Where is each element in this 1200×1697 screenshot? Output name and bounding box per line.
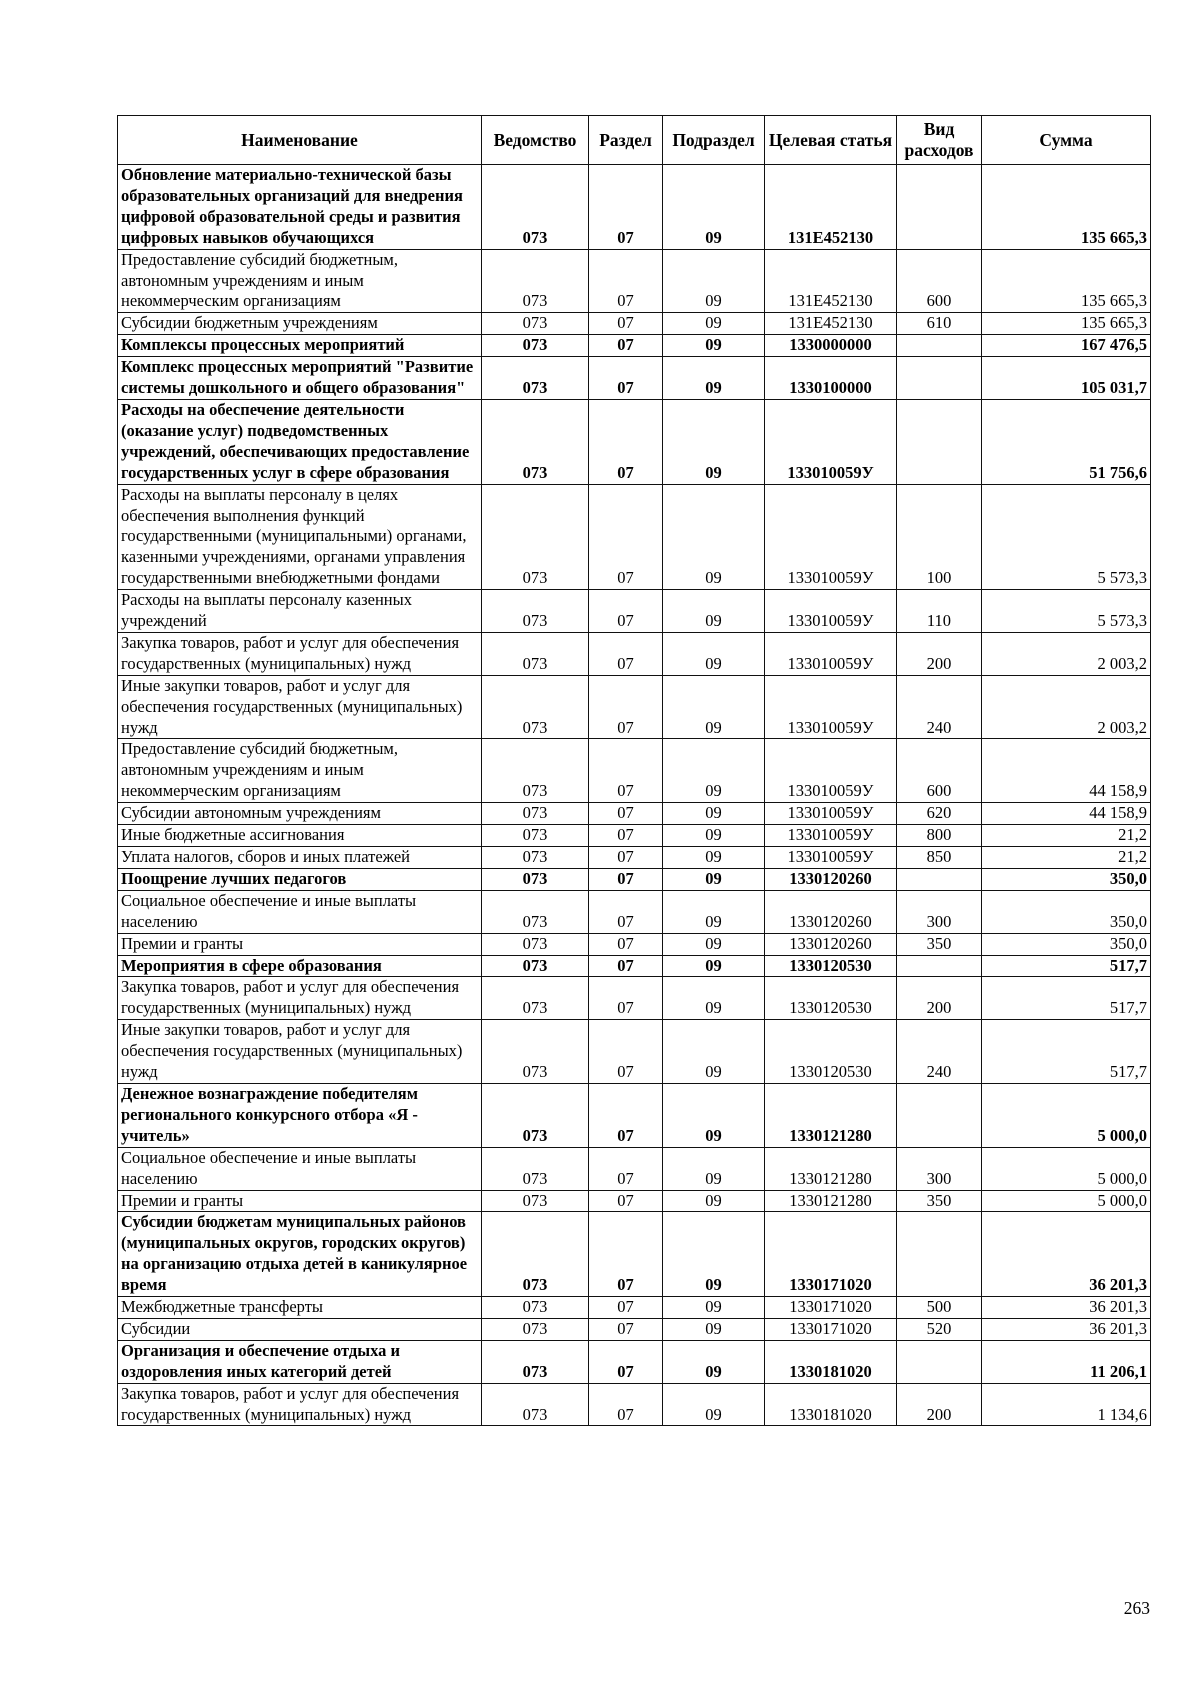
table-row [118,739,1151,803]
row-vedomstvo: 073 [482,1147,589,1190]
row-target-article: 1330171020 [765,1297,897,1319]
row-sum: 51 756,6 [982,399,1151,484]
row-razdel: 07 [589,1297,663,1319]
row-sum: 2 003,2 [982,632,1151,675]
row-razdel: 07 [589,335,663,357]
row-name: Предоставление субсидий бюджетным, автономным учреждениям и иным некоммерческим организациям [118,739,482,803]
row-name: Комплекс процессных мероприятий "Развитие системы дошкольного и общего образования" [118,357,482,400]
row-vedomstvo: 073 [482,739,589,803]
table-row [118,675,1151,739]
row-name: Мероприятия в сфере образования [118,955,482,977]
row-name: Предоставление субсидий бюджетным, автономным учреждениям и иным некоммерческим организациям [118,249,482,313]
row-expense-type: 240 [897,1020,982,1084]
row-sum: 36 201,3 [982,1212,1151,1297]
row-podrazdel: 09 [663,977,765,1020]
row-vedomstvo: 073 [482,1020,589,1084]
row-vedomstvo: 073 [482,825,589,847]
row-vedomstvo: 073 [482,590,589,633]
table-row [118,632,1151,675]
table-row [118,955,1151,977]
row-target-article: 133010059У [765,825,897,847]
row-vedomstvo: 073 [482,890,589,933]
table-row [118,1297,1151,1319]
table-row [118,890,1151,933]
row-vedomstvo: 073 [482,803,589,825]
row-sum: 5 573,3 [982,590,1151,633]
table-row [118,335,1151,357]
row-target-article: 1330000000 [765,335,897,357]
row-razdel: 07 [589,399,663,484]
row-sum: 1 134,6 [982,1383,1151,1426]
row-podrazdel: 09 [663,1147,765,1190]
row-expense-type: 100 [897,484,982,590]
row-sum: 135 665,3 [982,249,1151,313]
row-vedomstvo: 073 [482,399,589,484]
row-razdel: 07 [589,1190,663,1212]
row-target-article: 1330181020 [765,1340,897,1383]
row-vedomstvo: 073 [482,249,589,313]
row-razdel: 07 [589,803,663,825]
row-razdel: 07 [589,484,663,590]
row-expense-type: 600 [897,249,982,313]
row-name: Социальное обеспечение и иные выплаты населению [118,1147,482,1190]
row-vedomstvo: 073 [482,165,589,250]
header-sum: Сумма [982,116,1151,165]
table-row [118,825,1151,847]
row-podrazdel: 09 [663,675,765,739]
row-name: Расходы на выплаты персоналу в целях обеспечения выполнения функций государственными (муниципальными) органами, казенными учреждениями, органами управления государственными внебюджетными фондами [118,484,482,590]
row-podrazdel: 09 [663,484,765,590]
row-podrazdel: 09 [663,632,765,675]
row-vedomstvo: 073 [482,847,589,869]
table-row [118,933,1151,955]
row-sum: 135 665,3 [982,313,1151,335]
row-vedomstvo: 073 [482,1383,589,1426]
table-row [118,868,1151,890]
row-razdel: 07 [589,825,663,847]
row-expense-type: 620 [897,803,982,825]
row-razdel: 07 [589,165,663,250]
row-name: Иные бюджетные ассигнования [118,825,482,847]
row-expense-type: 850 [897,847,982,869]
row-expense-type [897,335,982,357]
row-sum: 36 201,3 [982,1318,1151,1340]
row-vedomstvo: 073 [482,955,589,977]
row-podrazdel: 09 [663,933,765,955]
row-target-article: 133010059У [765,675,897,739]
table-row [118,803,1151,825]
row-name: Расходы на обеспечение деятельности (оказание услуг) подведомственных учреждений, обеспечивающих предоставление государственных услуг в сфере образования [118,399,482,484]
row-sum: 350,0 [982,868,1151,890]
row-podrazdel: 09 [663,1318,765,1340]
row-sum: 44 158,9 [982,739,1151,803]
page-number: 263 [1123,1598,1150,1618]
row-podrazdel: 09 [663,1212,765,1297]
row-razdel: 07 [589,313,663,335]
row-target-article: 1330120260 [765,890,897,933]
row-name: Закупка товаров, работ и услуг для обеспечения государственных (муниципальных) нужд [118,1383,482,1426]
row-sum: 5 000,0 [982,1190,1151,1212]
row-name: Иные закупки товаров, работ и услуг для обеспечения государственных (муниципальных) нужд [118,675,482,739]
row-sum: 517,7 [982,955,1151,977]
row-expense-type: 300 [897,1147,982,1190]
row-razdel: 07 [589,890,663,933]
row-vedomstvo: 073 [482,1212,589,1297]
row-razdel: 07 [589,977,663,1020]
row-name: Субсидии бюджетам муниципальных районов (муниципальных округов, городских округов) на организацию отдыха детей в каникулярное время [118,1212,482,1297]
header-name: Наименование [118,116,482,165]
table-row [118,1190,1151,1212]
table-row [118,1083,1151,1147]
table-row [118,1340,1151,1383]
row-razdel: 07 [589,1083,663,1147]
row-razdel: 07 [589,739,663,803]
row-sum: 517,7 [982,977,1151,1020]
row-target-article: 1330121280 [765,1190,897,1212]
table-body [118,165,1151,1426]
row-vedomstvo: 073 [482,1083,589,1147]
row-expense-type: 240 [897,675,982,739]
row-podrazdel: 09 [663,165,765,250]
row-razdel: 07 [589,1212,663,1297]
row-podrazdel: 09 [663,1083,765,1147]
row-vedomstvo: 073 [482,484,589,590]
row-expense-type: 600 [897,739,982,803]
row-expense-type: 300 [897,890,982,933]
row-name: Обновление материально-технической базы образовательных организаций для внедрения цифровой образовательной среды и развития цифровых навыков обучающихся [118,165,482,250]
row-podrazdel: 09 [663,1190,765,1212]
row-vedomstvo: 073 [482,868,589,890]
row-name: Денежное вознаграждение победителям регионального конкурсного отбора «Я - учитель» [118,1083,482,1147]
row-razdel: 07 [589,1147,663,1190]
table-row [118,847,1151,869]
table-row [118,484,1151,590]
table-row [118,1318,1151,1340]
row-target-article: 133010059У [765,847,897,869]
row-podrazdel: 09 [663,335,765,357]
row-podrazdel: 09 [663,890,765,933]
row-sum: 5 573,3 [982,484,1151,590]
row-vedomstvo: 073 [482,977,589,1020]
row-expense-type: 110 [897,590,982,633]
row-razdel: 07 [589,357,663,400]
row-expense-type: 200 [897,1383,982,1426]
row-target-article: 133010059У [765,399,897,484]
row-vedomstvo: 073 [482,1318,589,1340]
row-target-article: 1330120260 [765,868,897,890]
row-podrazdel: 09 [663,955,765,977]
row-target-article: 133010059У [765,739,897,803]
row-sum: 135 665,3 [982,165,1151,250]
row-target-article: 1330120530 [765,977,897,1020]
row-target-article: 131E452130 [765,165,897,250]
row-name: Субсидии автономным учреждениям [118,803,482,825]
table-row [118,357,1151,400]
row-podrazdel: 09 [663,868,765,890]
row-podrazdel: 09 [663,1340,765,1383]
row-expense-type: 800 [897,825,982,847]
row-target-article: 1330120260 [765,933,897,955]
row-expense-type: 500 [897,1297,982,1319]
row-sum: 167 476,5 [982,335,1151,357]
row-vedomstvo: 073 [482,1297,589,1319]
table-header-row [118,116,1151,165]
row-name: Уплата налогов, сборов и иных платежей [118,847,482,869]
row-podrazdel: 09 [663,1383,765,1426]
row-target-article: 1330120530 [765,1020,897,1084]
row-expense-type [897,1340,982,1383]
table-row [118,590,1151,633]
row-target-article: 1330120530 [765,955,897,977]
row-sum: 5 000,0 [982,1083,1151,1147]
header-podrazdel: Подраздел [663,116,765,165]
row-podrazdel: 09 [663,847,765,869]
table-row [118,399,1151,484]
row-expense-type: 350 [897,933,982,955]
row-razdel: 07 [589,1020,663,1084]
row-vedomstvo: 073 [482,313,589,335]
row-razdel: 07 [589,1318,663,1340]
row-razdel: 07 [589,955,663,977]
row-vedomstvo: 073 [482,632,589,675]
row-sum: 36 201,3 [982,1297,1151,1319]
header-target-article: Целевая статья [765,116,897,165]
row-name: Иные закупки товаров, работ и услуг для обеспечения государственных (муниципальных) нужд [118,1020,482,1084]
row-podrazdel: 09 [663,590,765,633]
row-razdel: 07 [589,249,663,313]
row-expense-type: 610 [897,313,982,335]
row-name: Субсидии [118,1318,482,1340]
row-podrazdel: 09 [663,1020,765,1084]
row-target-article: 133010059У [765,803,897,825]
row-target-article: 131E452130 [765,249,897,313]
row-podrazdel: 09 [663,825,765,847]
row-name: Расходы на выплаты персоналу казенных учреждений [118,590,482,633]
row-name: Премии и гранты [118,933,482,955]
row-vedomstvo: 073 [482,335,589,357]
row-razdel: 07 [589,1340,663,1383]
row-podrazdel: 09 [663,249,765,313]
row-target-article: 1330121280 [765,1083,897,1147]
row-name: Организация и обеспечение отдыха и оздоровления иных категорий детей [118,1340,482,1383]
row-target-article: 133010059У [765,590,897,633]
row-target-article: 133010059У [765,632,897,675]
header-expense-type: Вид расходов [897,116,982,165]
row-name: Поощрение лучших педагогов [118,868,482,890]
row-razdel: 07 [589,590,663,633]
table-row [118,1020,1151,1084]
row-target-article: 1330171020 [765,1212,897,1297]
row-expense-type [897,357,982,400]
row-expense-type: 350 [897,1190,982,1212]
row-name: Субсидии бюджетным учреждениям [118,313,482,335]
table-row [118,249,1151,313]
row-podrazdel: 09 [663,739,765,803]
row-name: Социальное обеспечение и иные выплаты населению [118,890,482,933]
row-podrazdel: 09 [663,803,765,825]
row-target-article: 1330121280 [765,1147,897,1190]
row-expense-type [897,1083,982,1147]
row-target-article: 133010059У [765,484,897,590]
row-expense-type [897,868,982,890]
header-razdel: Раздел [589,116,663,165]
table-row [118,313,1151,335]
row-podrazdel: 09 [663,357,765,400]
row-sum: 21,2 [982,825,1151,847]
row-name: Закупка товаров, работ и услуг для обеспечения государственных (муниципальных) нужд [118,977,482,1020]
row-vedomstvo: 073 [482,675,589,739]
row-sum: 350,0 [982,933,1151,955]
row-sum: 44 158,9 [982,803,1151,825]
row-expense-type: 200 [897,977,982,1020]
row-expense-type [897,399,982,484]
table-row [118,1147,1151,1190]
row-sum: 350,0 [982,890,1151,933]
row-vedomstvo: 073 [482,357,589,400]
row-vedomstvo: 073 [482,933,589,955]
table-row [118,1212,1151,1297]
row-vedomstvo: 073 [482,1190,589,1212]
row-expense-type [897,955,982,977]
row-name: Межбюджетные трансферты [118,1297,482,1319]
row-sum: 105 031,7 [982,357,1151,400]
row-razdel: 07 [589,632,663,675]
row-podrazdel: 09 [663,399,765,484]
table-row [118,977,1151,1020]
row-sum: 2 003,2 [982,675,1151,739]
row-razdel: 07 [589,868,663,890]
table-row [118,1383,1151,1426]
budget-table [117,115,1151,1426]
row-target-article: 1330171020 [765,1318,897,1340]
row-name: Комплексы процессных мероприятий [118,335,482,357]
row-podrazdel: 09 [663,313,765,335]
row-target-article: 1330100000 [765,357,897,400]
row-vedomstvo: 073 [482,1340,589,1383]
row-name: Премии и гранты [118,1190,482,1212]
row-expense-type [897,165,982,250]
row-expense-type: 200 [897,632,982,675]
row-razdel: 07 [589,847,663,869]
row-podrazdel: 09 [663,1297,765,1319]
row-target-article: 1330181020 [765,1383,897,1426]
row-razdel: 07 [589,675,663,739]
row-name: Закупка товаров, работ и услуг для обеспечения государственных (муниципальных) нужд [118,632,482,675]
row-target-article: 131E452130 [765,313,897,335]
row-expense-type: 520 [897,1318,982,1340]
table-row [118,165,1151,250]
header-vedomstvo: Ведомство [482,116,589,165]
row-sum: 517,7 [982,1020,1151,1084]
row-razdel: 07 [589,933,663,955]
row-sum: 5 000,0 [982,1147,1151,1190]
row-razdel: 07 [589,1383,663,1426]
row-sum: 11 206,1 [982,1340,1151,1383]
row-expense-type [897,1212,982,1297]
row-sum: 21,2 [982,847,1151,869]
